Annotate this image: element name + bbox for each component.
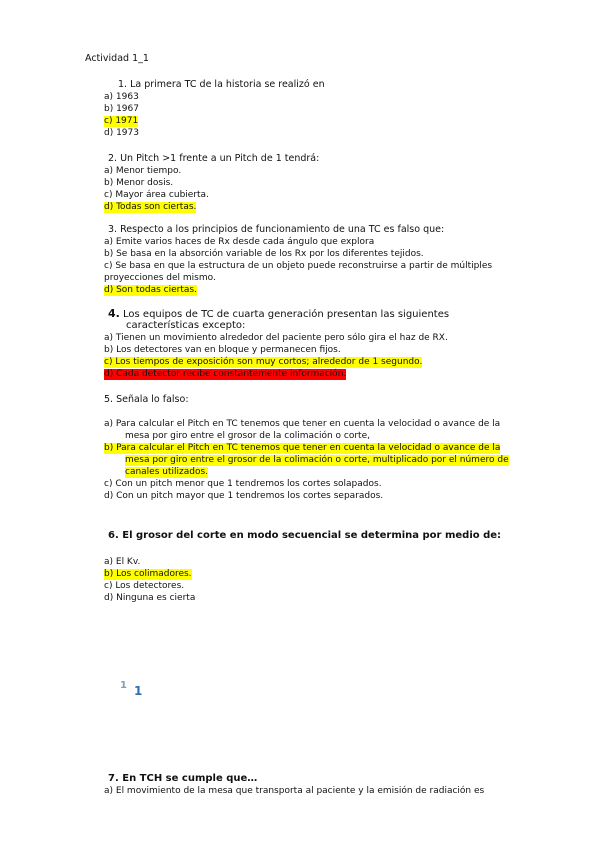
question-5: 5. Señala lo falso: <box>104 394 189 405</box>
q6-option-b: b) Los colimadores. <box>104 569 192 579</box>
q7-option-a: a) El movimiento de la mesa que transporta al paciente y la emisión de radiación es <box>104 786 485 796</box>
q2-option-d: d) Todas son ciertas. <box>104 202 197 212</box>
question-6: 6. El grosor del corte en modo secuencial se determina por medio de: <box>108 530 502 541</box>
question-4-cont: características excepto: <box>126 320 246 331</box>
q6-option-c: c) Los detectores. <box>104 581 185 591</box>
question-4-text: Los equipos de TC de cuarta generación presentan las siguientes <box>123 309 450 320</box>
question-4 <box>108 308 449 320</box>
question-3: 3. Respecto a los principios de funcionamiento de una TC es falso que: <box>108 224 445 235</box>
q1-option-d: d) 1973 <box>104 128 139 138</box>
q4-option-d: d) Cada detector recibe constantemente información. <box>104 369 347 379</box>
q5-option-b-cont2: canales utilizados. <box>125 467 209 477</box>
question-4-number: 4. <box>108 307 120 320</box>
q5-option-b: b) Para calcular el Pitch en TC tenemos que tener en cuenta la velocidad o avance de la <box>104 443 501 453</box>
question-2: 2. Un Pitch >1 frente a un Pitch de 1 tendrá: <box>108 153 320 164</box>
q3-option-c-cont: proyecciones del mismo. <box>104 273 216 283</box>
q5-option-a: a) Para calcular el Pitch en TC tenemos que tener en cuenta la velocidad o avance de la <box>104 419 501 429</box>
question-7: 7. En TCH se cumple que… <box>108 773 258 784</box>
q5-option-a-cont: mesa por giro entre el grosor de la colimación o corte, <box>125 431 370 441</box>
q2-option-a: a) Menor tiempo. <box>104 166 182 176</box>
q3-option-a: a) Emite varios haces de Rx desde cada ángulo que explora <box>104 237 375 247</box>
q1-option-a: a) 1963 <box>104 92 139 102</box>
q5-option-c: c) Con un pitch menor que 1 tendremos los cortes solapados. <box>104 479 382 489</box>
q2-option-c: c) Mayor área cubierta. <box>104 190 209 200</box>
q4-option-c: c) Los tiempos de exposición son muy cortos; alrededor de 1 segundo. <box>104 357 423 367</box>
q4-option-b: b) Los detectores van en bloque y permanecen fijos. <box>104 345 341 355</box>
footnote-marker-big: 1 <box>134 684 143 698</box>
q6-option-a: a) El Kv. <box>104 557 141 567</box>
q3-option-c: c) Se basa en que la estructura de un objeto puede reconstruirse a partir de múltiples <box>104 261 493 271</box>
q5-option-d: d) Con un pitch mayor que 1 tendremos los cortes separados. <box>104 491 384 501</box>
page-title: Actividad 1_1 <box>85 53 149 64</box>
q6-option-d: d) Ninguna es cierta <box>104 593 196 603</box>
q5-option-b-cont: mesa por giro entre el grosor de la colimación o corte, multiplicado por el número de <box>125 455 509 465</box>
footnote-marker-small: 1 <box>120 680 127 691</box>
question-1: 1. La primera TC de la historia se realizó en <box>118 79 325 90</box>
q1-option-c: c) 1971 <box>104 116 139 126</box>
q3-option-b: b) Se basa en la absorción variable de los Rx por los diferentes tejidos. <box>104 249 424 259</box>
q3-option-d: d) Son todas ciertas. <box>104 285 197 295</box>
q2-option-b: b) Menor dosis. <box>104 178 174 188</box>
q4-option-a: a) Tienen un movimiento alrededor del paciente pero sólo gira el haz de RX. <box>104 333 448 343</box>
q1-option-b: b) 1967 <box>104 104 139 114</box>
